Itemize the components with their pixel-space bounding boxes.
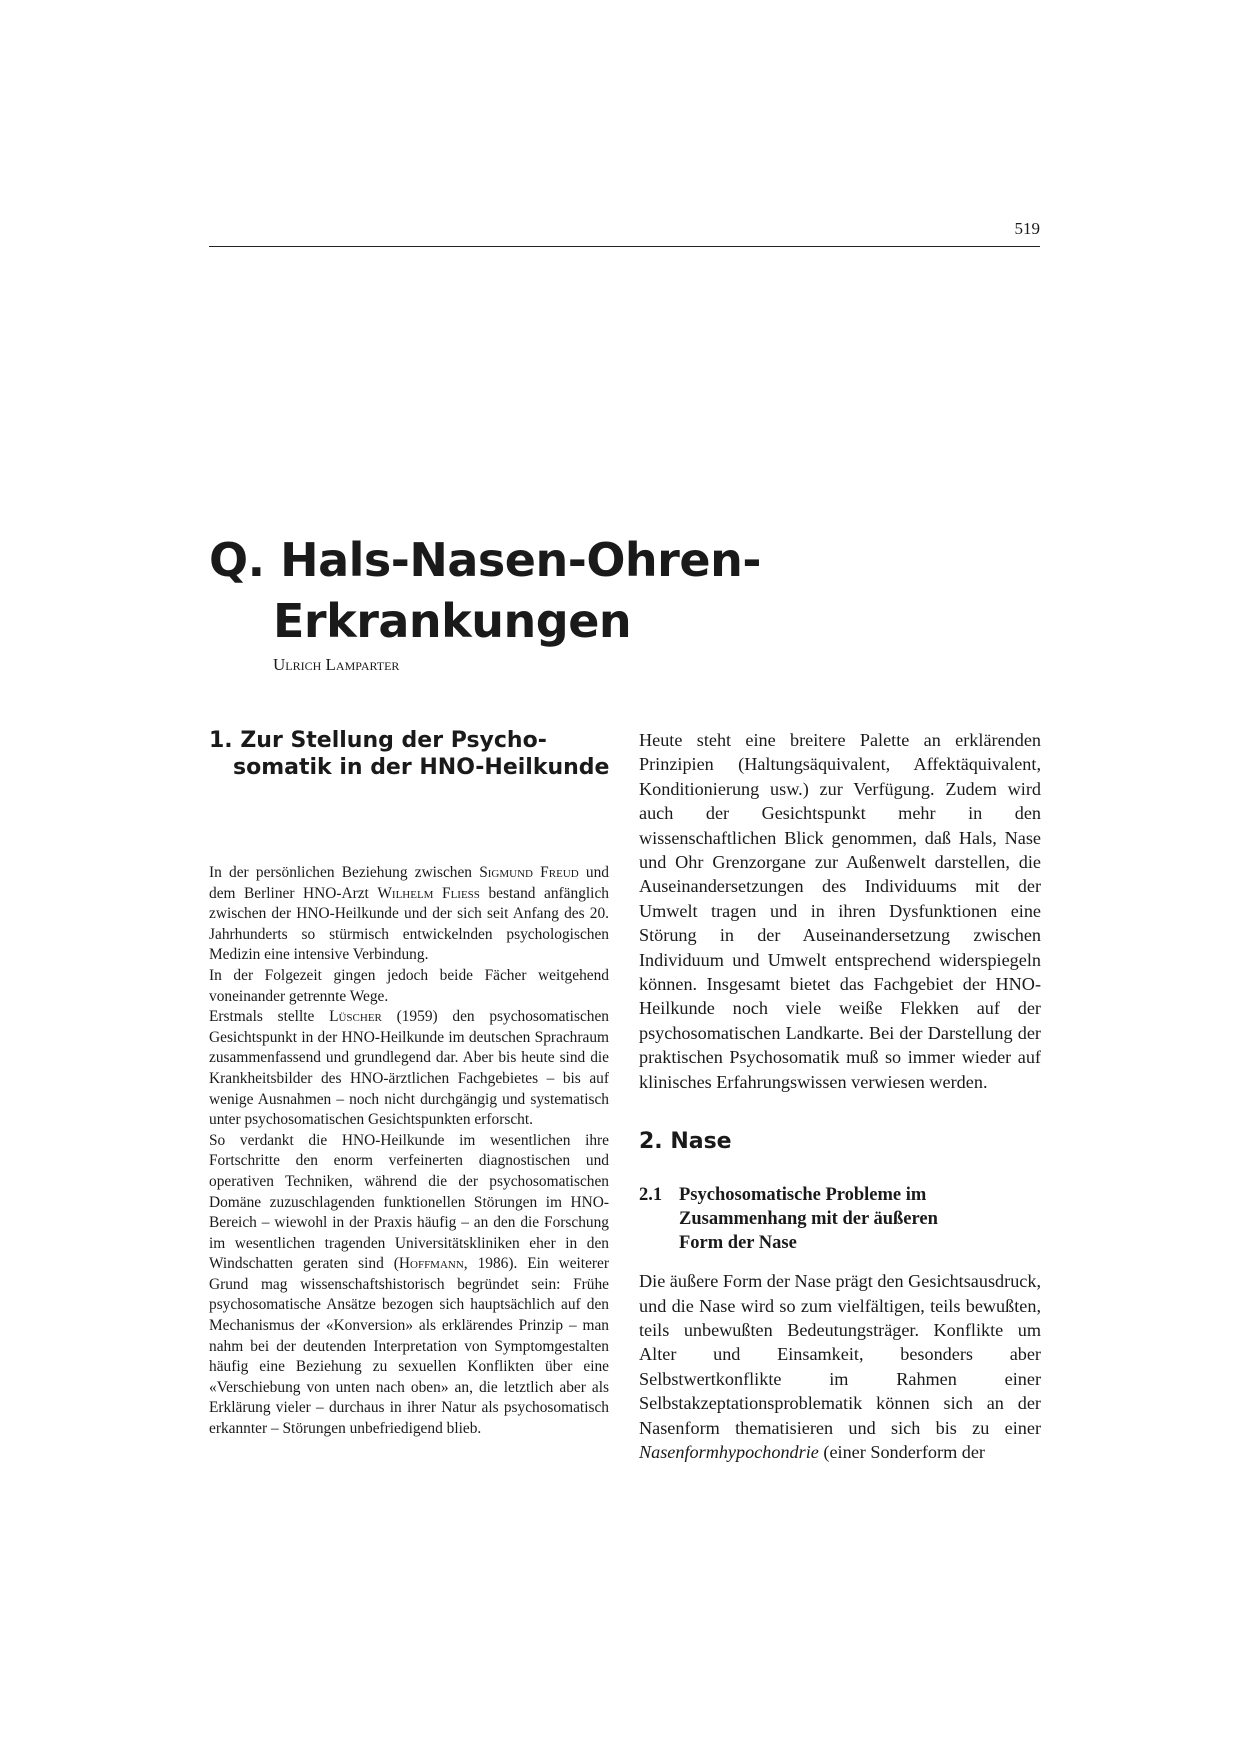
right-column	[639, 728, 1041, 1464]
left-column	[209, 727, 609, 1440]
text-run: (1959) den psychosomatischen Gesichtspunkt in der HNO-Heilkunde im deutschen Sprachraum zusammenfassend und grundlegend dar. Aber bis heute sind die Krankheitsbilder des HNO-ärztlichen Fachgebietes – bis auf wenige Ausnahmen – noch nicht durchgängig und systematisch unter psychosomatischen Gesichtspunkten erforscht.	[209, 1008, 610, 1129]
person-name: Hoffmann	[398, 1255, 464, 1273]
text-run: bestand anfänglich zwischen der HNO-Heilkunde und der sich seit Anfang des 20. Jahrhunderts so stürmisch entwickelnden psychologischen Medizin eine intensive Verbindung.	[209, 884, 609, 964]
chapter-title-line-1: Q. Hals-Nasen-Ohren-	[209, 533, 761, 587]
text-run: In der persönlichen Beziehung zwischen	[209, 864, 480, 881]
subsection-2-1-body	[639, 1269, 1041, 1464]
text-run: Erstmals stellte	[209, 1008, 330, 1026]
paragraph	[209, 863, 609, 966]
paragraph	[209, 1007, 609, 1131]
paragraph: Heute steht eine breitere Palette an erklärenden Prinzipien (Haltungsäquivalent, Affektäquivalent, Konditionierung usw.) zur Verfügung. Zudem wird auch der Gesichtspunkt mehr in den wissenschaftlichen Blick genommen, daß Hals, Nase und Ohr Grenzorgane zur Außenwelt darstellen, die Auseinandersetzungen des Individuums mit der Umwelt tragen und in ihren Dysfunktionen eine Störung in der Auseinandersetzung zwischen Individuum und Umwelt entsprechend widerspiegeln können. Insgesamt bietet das Fachgebiet der HNO-Heilkunde noch viele weiße Flekken auf der psychosomatischen Landkarte. Bei der Darstellung der praktischen Psychosomatik muß so immer wieder auf klinisches Erfahrungswissen verwiesen werden.	[639, 730, 1041, 1092]
author-name: Ulrich Lamparter	[273, 655, 400, 674]
chapter-title	[209, 530, 761, 652]
text-run: , 1986). Ein weiterer Grund mag wissenschaftshistorisch begründet sein: Frühe psychosomatische Ansätze bezogen sich hauptsächlich auf den Mechanismus der «Konversion» als erklärendes Prinzip – man nahm bei der deutenden Interpretation von Symptomgestalten häufig eine Beziehung zu sexuellen Konflikten über eine «Verschiebung von unten nach oben» an, die letztlich aber als Erklärung vieler – durchaus in ihrer Natur als psychosomatisch erkannter – Störungen unbefriedigend blieb.	[209, 1255, 609, 1438]
section-1-heading-line-1: 1. Zur Stellung der Psycho-	[209, 728, 547, 753]
text-run: und dem Berliner HNO-Arzt	[209, 864, 609, 902]
section-1-heading-line-2: somatik in der HNO-Heilkunde	[233, 755, 610, 780]
header-rule	[209, 246, 1040, 247]
section-1-continuation	[639, 728, 1041, 1094]
person-name: Lüscher	[329, 1008, 382, 1026]
section-1-body	[209, 863, 609, 1440]
emphasized-term: Nasenformhypochondrie	[639, 1441, 819, 1462]
subsection-2-1-heading	[639, 1183, 1041, 1255]
person-name: Wilhelm Fliess	[377, 884, 480, 902]
section-1-heading	[209, 727, 609, 781]
subsection-title	[679, 1183, 938, 1255]
person-name: Sigmund Freud	[479, 864, 579, 881]
chapter-title-line-2: Erkrankungen	[273, 594, 632, 648]
subsection-title-line-2: Zusammenhang mit der äußeren	[679, 1209, 938, 1230]
page-number: 519	[1014, 219, 1040, 238]
paragraph	[639, 1269, 1041, 1464]
section-2-heading: 2. Nase	[639, 1129, 732, 1155]
subsection-title-line-3: Form der Nase	[679, 1233, 797, 1254]
subsection-number: 2.1	[639, 1185, 663, 1206]
text-run: Die äußere Form der Nase prägt den Gesichtsausdruck, und die Nase wird so zum vielfältigen, teils bewußten, teils unbewußten Bedeutungsträger. Konflikte um Alter und Einsamkeit, besonders aber Selbstwertkonflikte im Rahmen einer Selbstakzeptationsproblematik können sich an der Nasenform thematisieren und sich bis zu einer	[639, 1271, 1042, 1438]
paragraph	[209, 1131, 609, 1440]
text-run: (einer Sonderform der	[818, 1441, 985, 1462]
paragraph: In der Folgezeit gingen jedoch beide Fächer weitgehend voneinander getrennte Wege.	[209, 966, 609, 1005]
subsection-title-line-1: Psychosomatische Probleme im	[679, 1185, 927, 1206]
text-run: So verdankt die HNO-Heilkunde im wesentlichen ihre Fortschritte den enorm verfeinerten diagnostischen und operativen Techniken, während die der psychosomatischen Domäne zuzuschlagenden funktionellen Störungen im HNO-Bereich – wiewohl in der Praxis häufig – an den die Forschung im wesentlichen tragenden Universitätskliniken eher in den Windschatten geraten sind (	[209, 1131, 609, 1273]
